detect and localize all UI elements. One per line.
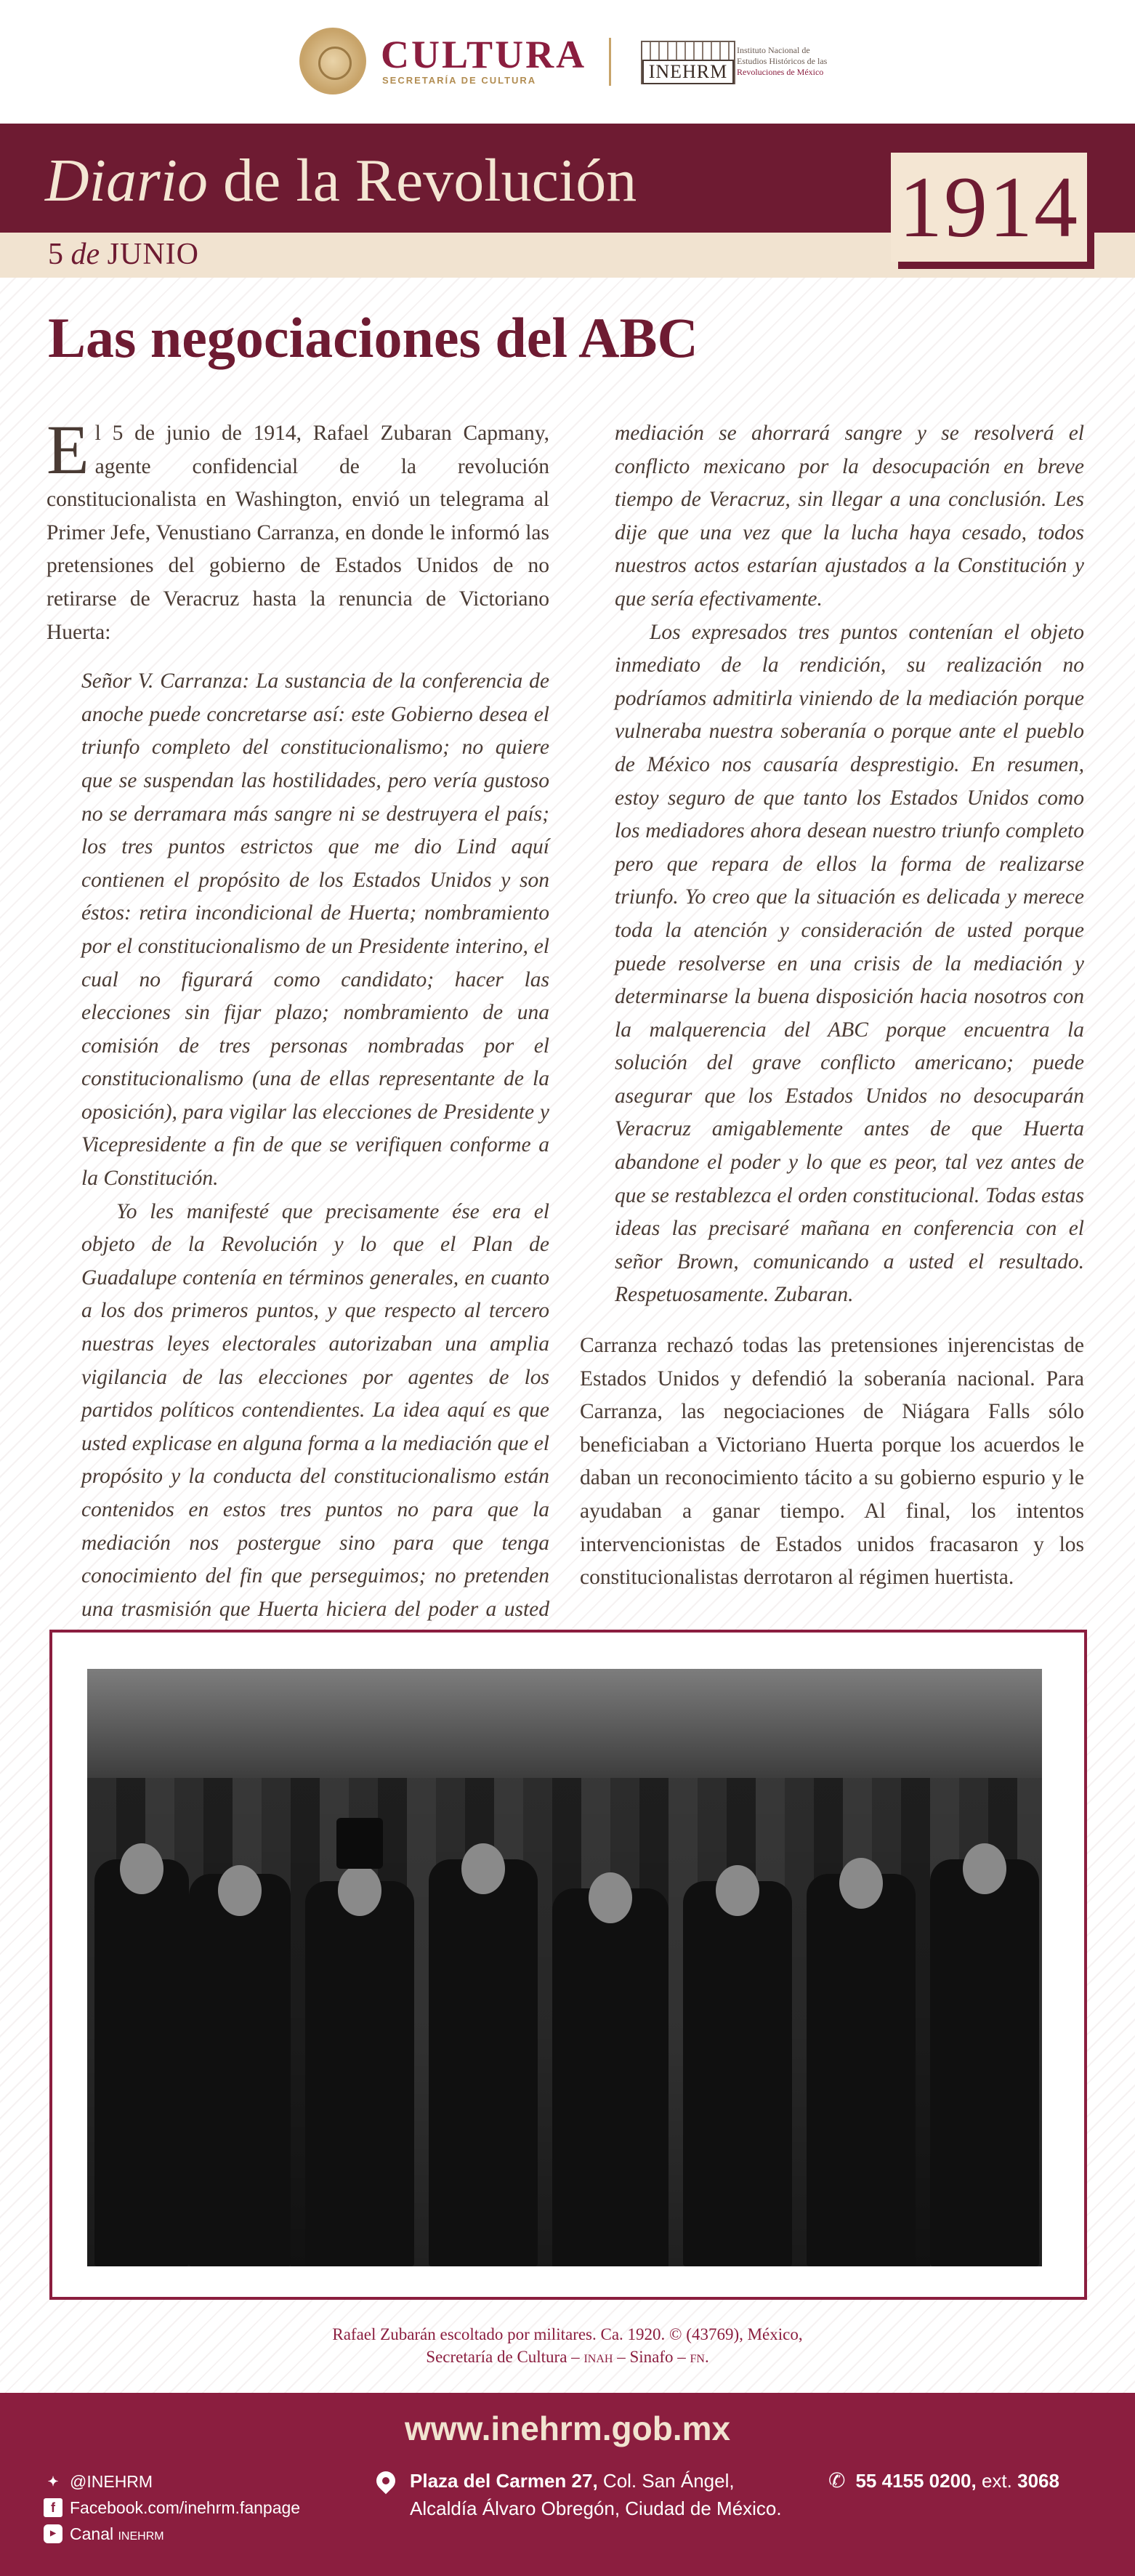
twitter-icon: ✦ [47,2474,59,2489]
photo-figure [94,1859,189,2266]
address-line1 [381,2467,782,2495]
telegram-quote-continued [580,417,1084,1312]
photo-head [218,1865,262,1916]
caption-line2 [145,2346,990,2368]
quote-paragraph-1: Señor V. Carranza: La sustancia de la conferencia de anoche puede concretarse así: este Gobierno desea el triunfo completo del constitucionalismo; no quiere que se suspendan las hostilidades, pero vería gustoso no se derramara más sangre ni se destruyera el país; los tres puntos estrictos que me dio Lind aquí contienen el propósito de los Estados Unidos y son éstos: retira incondicional de Huerta; nombramiento por el constitucionalismo de un Presidente interino, el cual no figurará como candidato; hacer las elecciones sin fijar plazo; nombramiento de una comisión de tres personas nombradas por el constitucionalismo (una de ellas representante de la oposición), para vigilar las elecciones de Presidente y Vicepresidente a fin de que se verifiquen conforme a la Constitución. [81,669,549,1191]
youtube-name: inehrm [118,2524,164,2543]
logo-divider [609,38,611,86]
phone-icon: ✆ [828,2469,846,2492]
masthead-title [45,145,637,216]
photo-figure [930,1859,1039,2266]
masthead-date [48,237,199,272]
article-headline: Las negociaciones del ABC [48,306,698,369]
caption-credit-c: . [704,2348,709,2366]
photo-head [120,1843,163,1894]
address-line2: Alcaldía Álvaro Obregón, Ciudad de México. [410,2497,782,2519]
intro-text: l 5 de junio de 1914, Rafael Zubaran Capmany, agente confidencial de la revolución constitucionalista en Washington, envió un telegrama al Primer Jefe, Venustiano Carranza, en donde le informó las pretensiones del gobierno de Estados Unidos de no retirarse de Veracruz hasta la renuncia de Victoriano Huerta: [47,422,549,644]
photo-figure [683,1881,792,2266]
photo-top-hat [336,1818,383,1869]
address-colonia: Col. San Ángel, [597,2470,735,2492]
youtube-label [70,2521,164,2547]
photo-head [839,1858,883,1909]
youtube-prefix: Canal [70,2524,118,2543]
caption-inah: inah [583,2348,613,2366]
article-column-right [580,417,1084,1595]
inehrm-desc-line1: Instituto Nacional de [737,45,810,55]
article-closing: Carranza rechazó todas las pretensiones injerencistas de Estados Unidos y defendió la soberanía nacional. Para Carranza, las negociaciones de Niágara Falls sólo beneficiaban a Victoriano Huerta porque los acuerdos le daban un reconocimiento tácito a su gobierno espurio y le ayudaban a ganar tiempo. Al final, los intentos intervencionistas de Estados unidos fracasaron y los constitucionalistas derrotaron al régimen huertista. [580,1334,1084,1590]
social-links [44,2468,300,2547]
photo-caption [145,2323,990,2368]
photo-figure [189,1874,291,2266]
inehrm-desc-line3: Revoluciones de México [737,67,824,77]
youtube-icon: ▶ [44,2524,62,2543]
photo-head [589,1872,632,1923]
date-de: de [70,238,100,271]
photo-figure [429,1859,538,2266]
date-day: 5 [48,238,63,271]
coat-of-arms-icon [299,28,366,94]
quote-paragraph-3: Los expresados tres puntos contenían el objeto inmediato de la rendición, su realización no podríamos admitirla viniendo de la mediación porque vulneraba nuestra soberanía o porque ante el pueblo de México nos causaría desprestigio. En resumen, estoy seguro de que tanto los Estados Unidos como los mediadores ahora desean nuestro triunfo completo pero que repara de ellos la forma de realizarse triunfo. Yo creo que la situación es delicada y merece toda la atención y consideración de usted porque puede resolverse en una crisis de la mediación y determinarse la buena disposición hacia nosotros con la malquerencia del ABC porque encuentra la solución del grave conflicto americano; puede asegurar que los Estados Unidos no desocuparán Veracruz amigablemente antes de que Huerta abandone el poder y lo que es peor, tal vez antes de que se restablezca el orden constitucional. Todas estas ideas las precisaré mañana en conferencia con el señor Brown, comunicando a usted el resultado. Respetuosamente. Zubaran. [615,620,1084,1307]
photo-figure [305,1881,414,2266]
inehrm-desc-line2: Estudios Históricos de las [737,56,828,66]
inehrm-logo-acronym: INEHRM [642,60,734,84]
article-intro [47,411,549,649]
photo-background [87,1669,1042,1778]
caption-fn: fn [690,2348,705,2366]
youtube-link[interactable] [44,2521,300,2547]
facebook-link[interactable] [44,2495,300,2521]
twitter-handle: @INEHRM [70,2472,153,2491]
caption-credit-b: – Sinafo – [613,2348,690,2366]
historical-photo [87,1669,1042,2266]
quote-paragraph-2: Yo les manifesté que precisamente ése era el objeto de la Revolución y lo que el Plan de Guadalupe contenía en términos generales, en cuanto a los dos primeros puntos, y que respecto al tercero nuestras leyes electorales autorizaban una amplia vigilancia de las elecciones por agentes de los partidos políticos contendientes. La idea aquí es que usted explicase en alguna forma a la mediación que el propósito y la conducta del constitucionalismo están contenidos en estos tres puntos no para que la mediación nos postergue sino para que tenga conocimiento del fin que perseguimos; no pretenden una trasmisión que Huerta hiciera del poder a usted [81,1199,549,1621]
caption-line1: Rafael Zubarán escoltado por militares. Ca. 1920. © (43769), México, [332,2325,803,2343]
phone-ext: 3068 [1017,2470,1059,2492]
cultura-logo-subtitle: SECRETARÍA DE CULTURA [382,75,537,86]
year-badge: 1914 [891,153,1087,262]
drop-cap: E [47,411,89,488]
phone-ext-label: ext. [976,2470,1018,2492]
phone-number: 55 4155 0200, [855,2470,977,2492]
inehrm-logo-description [737,45,860,78]
website-link[interactable]: www.inehrm.gob.mx [404,2410,731,2447]
address-street: Plaza del Carmen 27, [410,2470,598,2492]
twitter-link[interactable] [44,2468,300,2495]
telegram-quote [47,665,549,1692]
photo-figure [552,1888,669,2266]
facebook-url: Facebook.com/inehrm.fanpage [70,2498,301,2517]
address [381,2467,782,2522]
cultura-logo-title: CULTURA [381,33,587,76]
quote-paragraph-2-cont: mediación se ahorrará sangre y se resolverá el conflicto mexicano por la desocupación en breve tiempo de Veracruz, sin llegar a una conclusión. Les dije que una vez que la lucha haya cesado, todos nuestros actos estarían ajustados a la Constitución y que sería efectivamente. [615,422,1084,611]
photo-head [963,1843,1006,1894]
phone[interactable] [828,2467,1059,2495]
photo-head [716,1865,759,1916]
photo-figure [807,1874,916,2266]
date-month: JUNIO [107,238,199,271]
masthead-title-italic: Diario [45,147,209,214]
caption-credit-a: Secretaría de Cultura – [426,2348,584,2366]
article-column-left [47,411,549,1693]
photo-head [338,1865,381,1916]
photo-head [461,1843,505,1894]
facebook-icon: f [44,2498,62,2517]
masthead-title-rest: de la Revolución [208,147,637,214]
